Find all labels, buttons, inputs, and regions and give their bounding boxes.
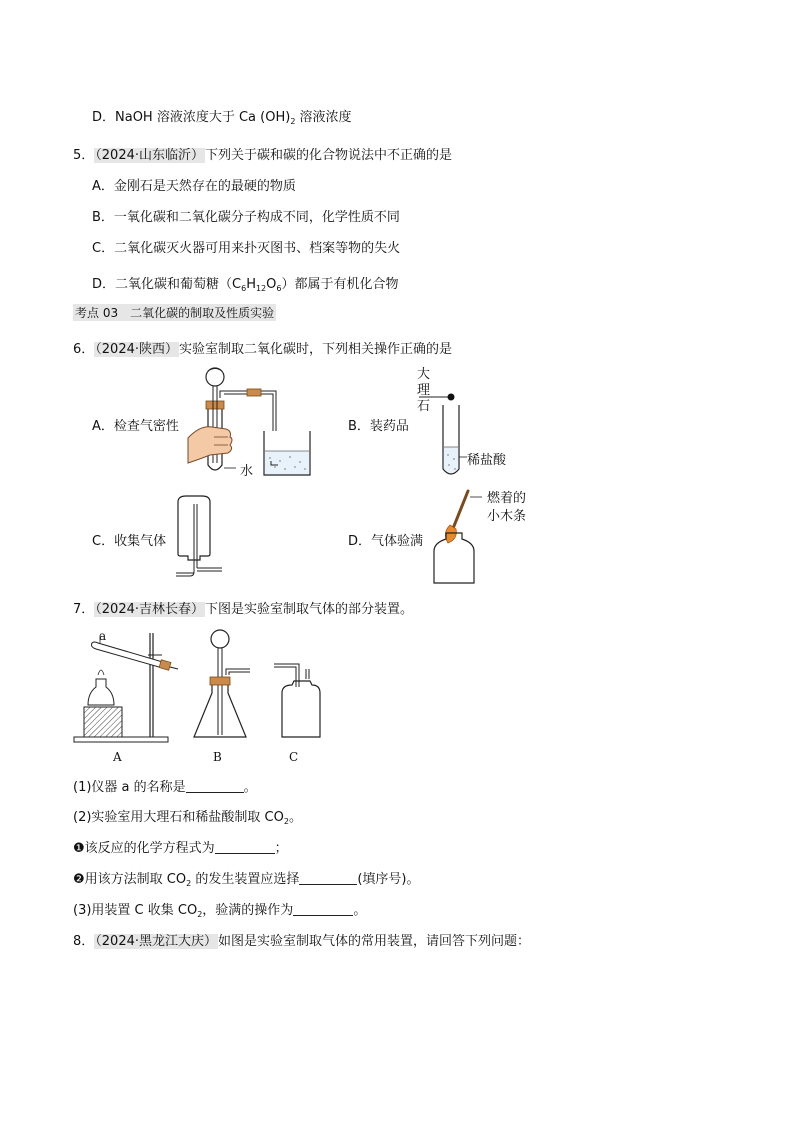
question-source: （2024·山东临沂） [95, 148, 204, 163]
q5-option-d: D．二氧化碳和葡萄糖$(C_6H_{12}O_6)$都属于有机化合物 [92, 277, 399, 293]
question-number: 8． [73, 934, 95, 949]
figure-full-test [428, 487, 488, 587]
figure-collect-gas [172, 494, 227, 579]
answer-blank[interactable] [293, 903, 353, 916]
q7-part-2: (2)实验室用大理石和稀盐酸制取 $CO_2$。 [73, 810, 302, 826]
label-marble: 大 理 石 [417, 367, 431, 414]
q5-option-b: B．一氧化碳和二氧化碳分子构成不同，化学性质不同 [92, 210, 400, 225]
question-number: 6． [73, 342, 95, 357]
question-source: （2024·陕西） [95, 342, 178, 357]
q6-stem: 6．（2024·陕西）实验室制取二氧化碳时，下列相关操作正确的是 [73, 342, 453, 357]
q6-option-b: B．装药品 [348, 419, 409, 434]
q8-stem: 8．（2024·黑龙江大庆）如图是实验室制取气体的常用装置，请回答下列问题： [73, 934, 531, 949]
label-apparatus-a: A [113, 750, 122, 764]
q7-part-2-2: ❷用该方法制取 $CO_2$ 的发生装置应选择 (填序号)。 [73, 872, 420, 888]
q6-option-c: C．收集气体 [92, 534, 167, 549]
q6-option-a: A．检查气密性 [92, 419, 179, 434]
q4-option-d: D．NaOH 溶液浓度大于 Ca $(OH)_2$ 溶液浓度 [92, 110, 352, 126]
figure-airtightness-check [180, 363, 330, 481]
label-water: 水 [240, 464, 254, 479]
answer-blank[interactable] [299, 872, 357, 885]
label-apparatus-b: B [213, 750, 222, 764]
label-dilute-hcl: 稀盐酸 [467, 453, 507, 468]
q7-part-1: (1)仪器 a 的名称是 。 [73, 780, 257, 795]
figure-q7-apparatus [70, 625, 340, 750]
topic-heading: 考点 03 二氧化碳的制取及性质实验 [75, 306, 275, 320]
answer-blank[interactable] [186, 780, 244, 793]
question-number: 5． [73, 148, 95, 163]
q5-option-a: A．金刚石是天然存在的最硬的物质 [92, 179, 296, 194]
q7-stem: 7．（2024·吉林长春）下图是实验室制取气体的部分装置。 [73, 602, 414, 617]
label-apparatus-c: C [289, 750, 299, 764]
label-burning-stick: 燃着的 小木条 [487, 491, 527, 524]
q6-option-d: D．气体验满 [348, 534, 424, 549]
label-instrument-a: a [99, 629, 107, 643]
q7-part-3: (3)用装置 C 收集 $CO_2$，验满的操作为 。 [73, 903, 367, 919]
answer-blank[interactable] [215, 841, 275, 854]
question-source: （2024·吉林长春） [95, 602, 204, 617]
question-source: （2024·黑龙江大庆） [95, 934, 217, 949]
q5-option-c: C．二氧化碳灭火器可用来扑灭图书、档案等物的失火 [92, 241, 401, 256]
question-number: 7． [73, 602, 95, 617]
q7-part-2-1: ❶该反应的化学方程式为 ； [73, 841, 288, 856]
q5-stem: 5．（2024·山东临沂）下列关于碳和碳的化合物说法中不正确的是 [73, 148, 453, 163]
